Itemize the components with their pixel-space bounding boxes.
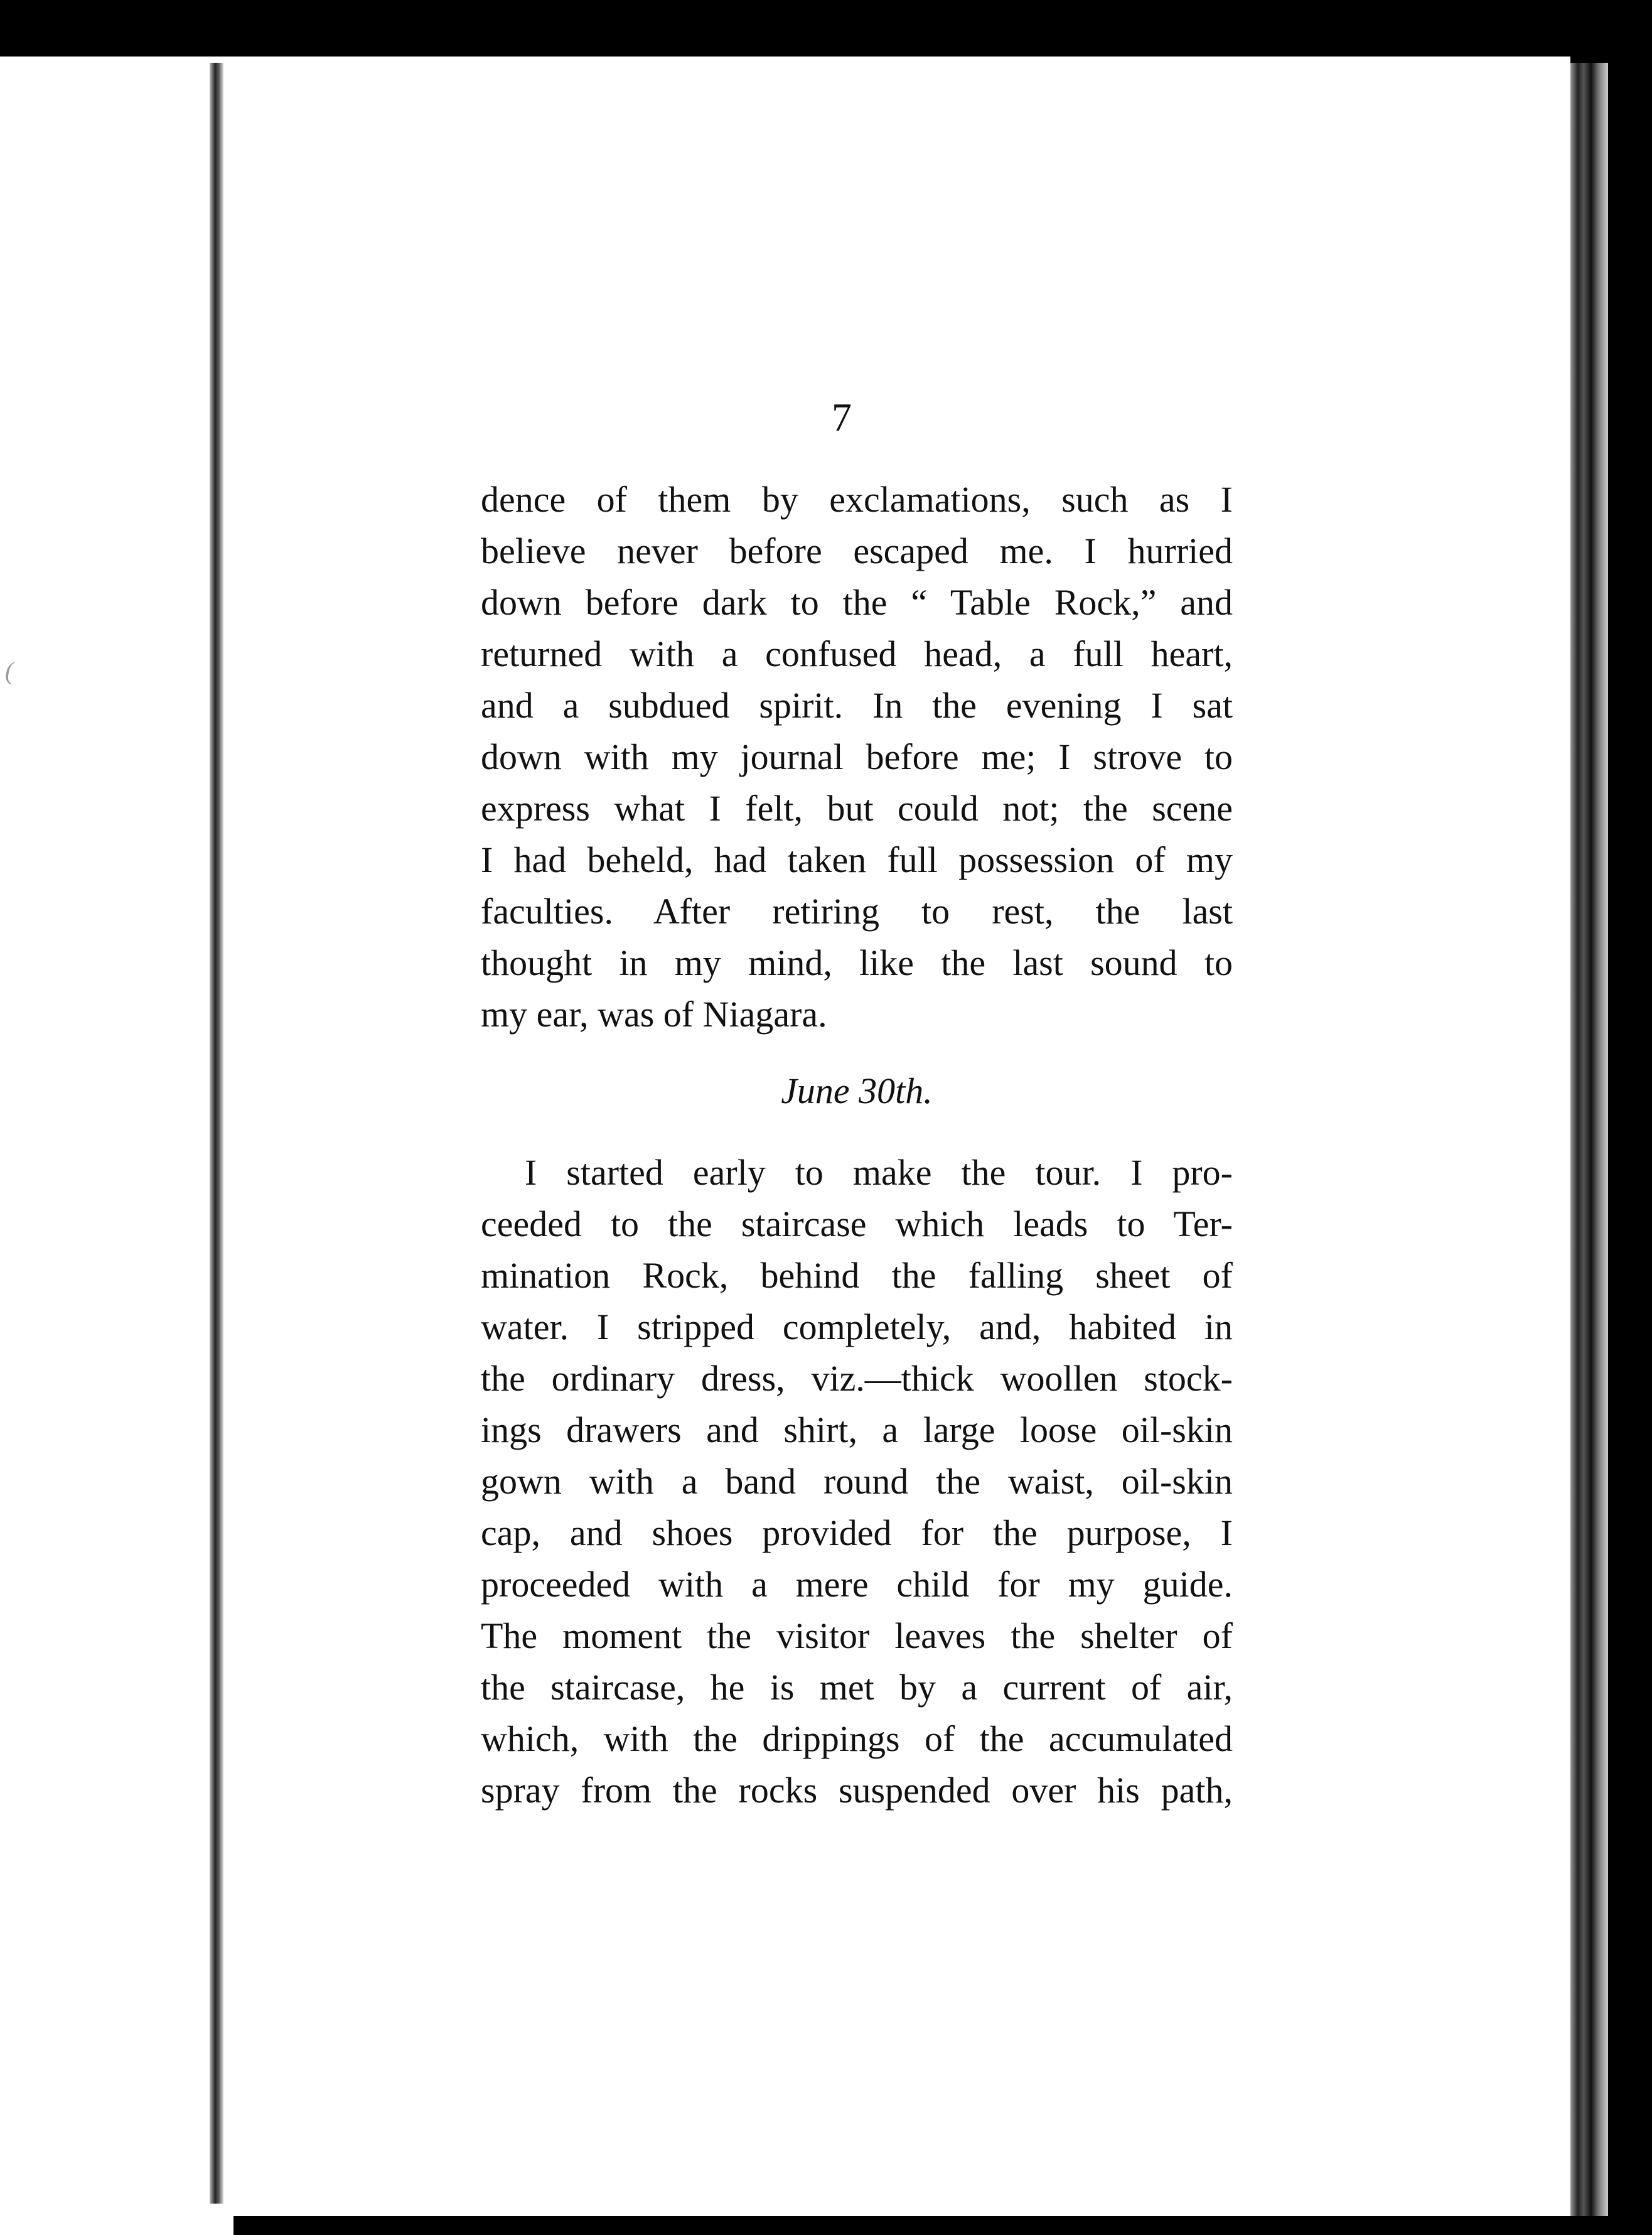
binding-gutter [210,63,223,2204]
text-line: and a subdued spirit. In the evening I sat [481,685,1233,726]
text-line: The moment the visitor leaves the shelter of [481,1615,1233,1656]
text-line: the staircase, he is met by a current of air, [481,1667,1233,1708]
text-line: down with my journal before me; I strove to [481,736,1233,777]
margin-mark: ( [5,657,14,685]
text-line: spray from the rocks suspended over his path, [481,1770,1233,1811]
text-line: my ear, was of Niagara. [481,994,827,1035]
text-line: the ordinary dress, viz.—thick woollen stock- [481,1358,1233,1399]
text-line: I had beheld, had taken full possession of my [481,839,1233,880]
text-line: which, with the drippings of the accumulated [481,1718,1233,1759]
scan-bottom-border [233,2216,1608,2235]
text-line: down before dark to the “ Table Rock,” and [481,582,1233,623]
text-line: thought in my mind, like the last sound to [481,942,1233,983]
text-line: water. I stripped completely, and, habited in [481,1306,1233,1347]
date-heading: June 30th. [781,1070,933,1111]
text-line: gown with a band round the waist, oil-skin [481,1461,1233,1502]
scan-right-border [1608,57,1652,2235]
text-line: express what I felt, but could not; the scene [481,788,1233,829]
text-line: proceeded with a mere child for my guide. [481,1564,1233,1605]
text-line: dence of them by exclamations, such as I [481,479,1233,520]
text-line: ceeded to the staircase which leads to Ter- [481,1204,1233,1244]
scan-top-border [0,0,1652,57]
text-line: believe never before escaped me. I hurried [481,530,1233,571]
paragraph-1 [481,474,1233,1040]
facing-page-edge [0,57,233,2235]
text-line: cap, and shoes provided for the purpose, I [481,1512,1233,1553]
text-line: ings drawers and shirt, a large loose oil-skin [481,1409,1233,1450]
page-number: 7 [832,395,852,439]
page-stack-edge [1570,63,1608,2216]
text-line: returned with a confused head, a full heart, [481,633,1233,674]
page-body [481,474,1233,1816]
text-line: I started early to make the tour. I pro- [525,1152,1233,1193]
text-line: faculties. After retiring to rest, the last [481,891,1233,932]
text-line: mination Rock, behind the falling sheet of [481,1255,1233,1296]
paragraph-2 [481,1147,1233,1816]
